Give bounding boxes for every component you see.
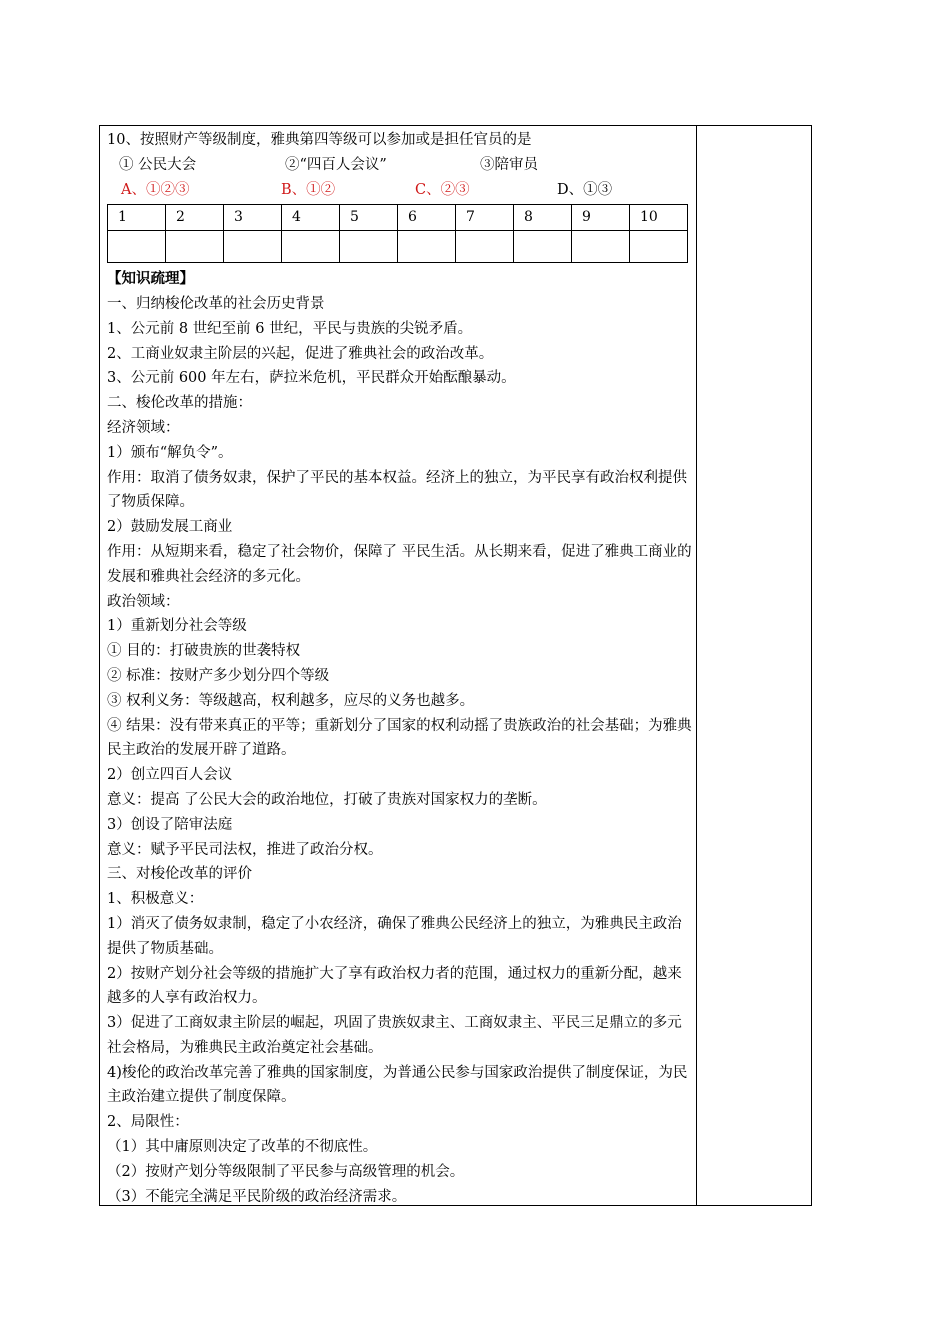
main-column [107,128,692,1209]
choice-d[interactable]: D、①③ [557,181,613,198]
answer-cell[interactable] [282,231,340,263]
answer-cell[interactable] [108,231,166,263]
answer-input-row [108,231,688,263]
answer-header-cell: 2 [166,205,224,231]
answer-table [107,204,688,263]
review-line: 1）颁布“解负令”。 [107,444,233,461]
question-items [107,153,692,178]
answer-header-row [108,205,688,231]
answer-cell[interactable] [398,231,456,263]
review-paragraph: 2）按财产划分社会等级的措施扩大了享有政治权力者的范围，通过权力的重新分配，越来越多的人享有政治权力。 [107,965,682,1007]
review-line: （2）按财产划分等级限制了平民参与高级管理的机会。 [107,1163,465,1180]
answer-cell[interactable] [514,231,572,263]
review-line: 2、局限性： [107,1114,189,1131]
answer-header-cell: 5 [340,205,398,231]
answer-cell[interactable] [166,231,224,263]
answer-cell[interactable] [456,231,514,263]
review-line: 3、公元前 600 年左右，萨拉米危机，平民群众开始酝酿暴动。 [107,370,516,387]
answer-header-cell: 8 [514,205,572,231]
review-paragraph: 1）消灭了债务奴隶制，稳定了小农经济，确保了雅典公民经济上的独立，为雅典民主政治提供了物质基础。 [107,915,682,957]
review-paragraph: 作用：从短期来看，稳定了社会物价，保障了 平民生活。从长期来看，促进了雅典工商业的发展和雅典社会经济的多元化。 [107,543,692,585]
review-line: 意义：赋予平民司法权，推进了政治分权。 [107,841,383,858]
review-line: 二、梭伦改革的措施： [107,395,252,412]
review-line: 3）创设了陪审法庭 [107,816,233,833]
review-paragraph: 4)梭伦的政治改革完善了雅典的国家制度，为普通公民参与国家政治提供了制度保证，为民主政治建立提供了制度保障。 [107,1064,688,1106]
answer-cell[interactable] [224,231,282,263]
review-line: 2、工商业奴隶主阶层的兴起，促进了雅典社会的政治改革。 [107,345,494,362]
item-1: ① 公民大会 [119,156,197,173]
answer-header-cell: 4 [282,205,340,231]
review-line: 2）创立四百人会议 [107,767,233,784]
answer-header-cell: 10 [630,205,688,231]
question-stem: 10、按照财产等级制度，雅典第四等级可以参加或是担任官员的是 [107,132,532,148]
section-heading: 【知识疏理】 [107,270,194,288]
review-line: 一、归纳梭伦改革的社会历史背景 [107,295,325,312]
review-paragraph: ④ 结果：没有带来真正的平等；重新划分了国家的权利动摇了贵族政治的社会基础；为雅典民主政治的发展开辟了道路。 [107,717,692,759]
review-line: 经济领域： [107,419,180,436]
review-line: （1）其中庸原则决定了改革的不彻底性。 [107,1139,378,1156]
review-line: ① 目的：打破贵族的世袭特权 [107,643,301,660]
answer-header-cell: 7 [456,205,514,231]
item-3: ③陪审员 [480,156,538,173]
review-line: 1）重新划分社会等级 [107,618,247,635]
answer-cell[interactable] [572,231,630,263]
review-line: ② 标准：按财产多少划分四个等级 [107,667,330,684]
review-line: 1、公元前 8 世纪至前 6 世纪，平民与贵族的尖锐矛盾。 [107,320,473,337]
column-divider [696,125,697,1206]
review-line: 意义：提高 了公民大会的政治地位，打破了贵族对国家权力的垄断。 [107,791,547,808]
question-choices [107,178,692,203]
review-paragraph: 作用：取消了债务奴隶，保护了平民的基本权益。经济上的独立，为平民享有政治权利提供了物质保障。 [107,469,687,511]
review-line: 1、积极意义： [107,891,204,908]
answer-header-cell: 9 [572,205,630,231]
review-line: 2）鼓励发展工商业 [107,519,233,536]
answer-header-cell: 1 [108,205,166,231]
review-line: （3）不能完全满足平民阶级的政治经济需求。 [107,1188,407,1205]
item-2: ②“四百人会议” [285,156,387,173]
answer-header-cell: 3 [224,205,282,231]
review-line: ③ 权利义务：等级越高，权利越多，应尽的义务也越多。 [107,692,475,709]
choice-c[interactable]: C、②③ [415,181,470,198]
answer-header-cell: 6 [398,205,456,231]
review-paragraph: 3）促进了工商奴隶主阶层的崛起，巩固了贵族奴隶主、工商奴隶主、平民三足鼎立的多元社会格局，为雅典民主政治奠定社会基础。 [107,1015,682,1056]
review-line: 政治领域： [107,593,180,610]
answer-cell[interactable] [340,231,398,263]
choice-b[interactable]: B、①② [281,181,336,198]
choice-a[interactable]: A、①②③ [121,181,190,198]
answer-cell[interactable] [630,231,688,263]
review-line: 三、对梭伦改革的评价 [107,866,252,883]
